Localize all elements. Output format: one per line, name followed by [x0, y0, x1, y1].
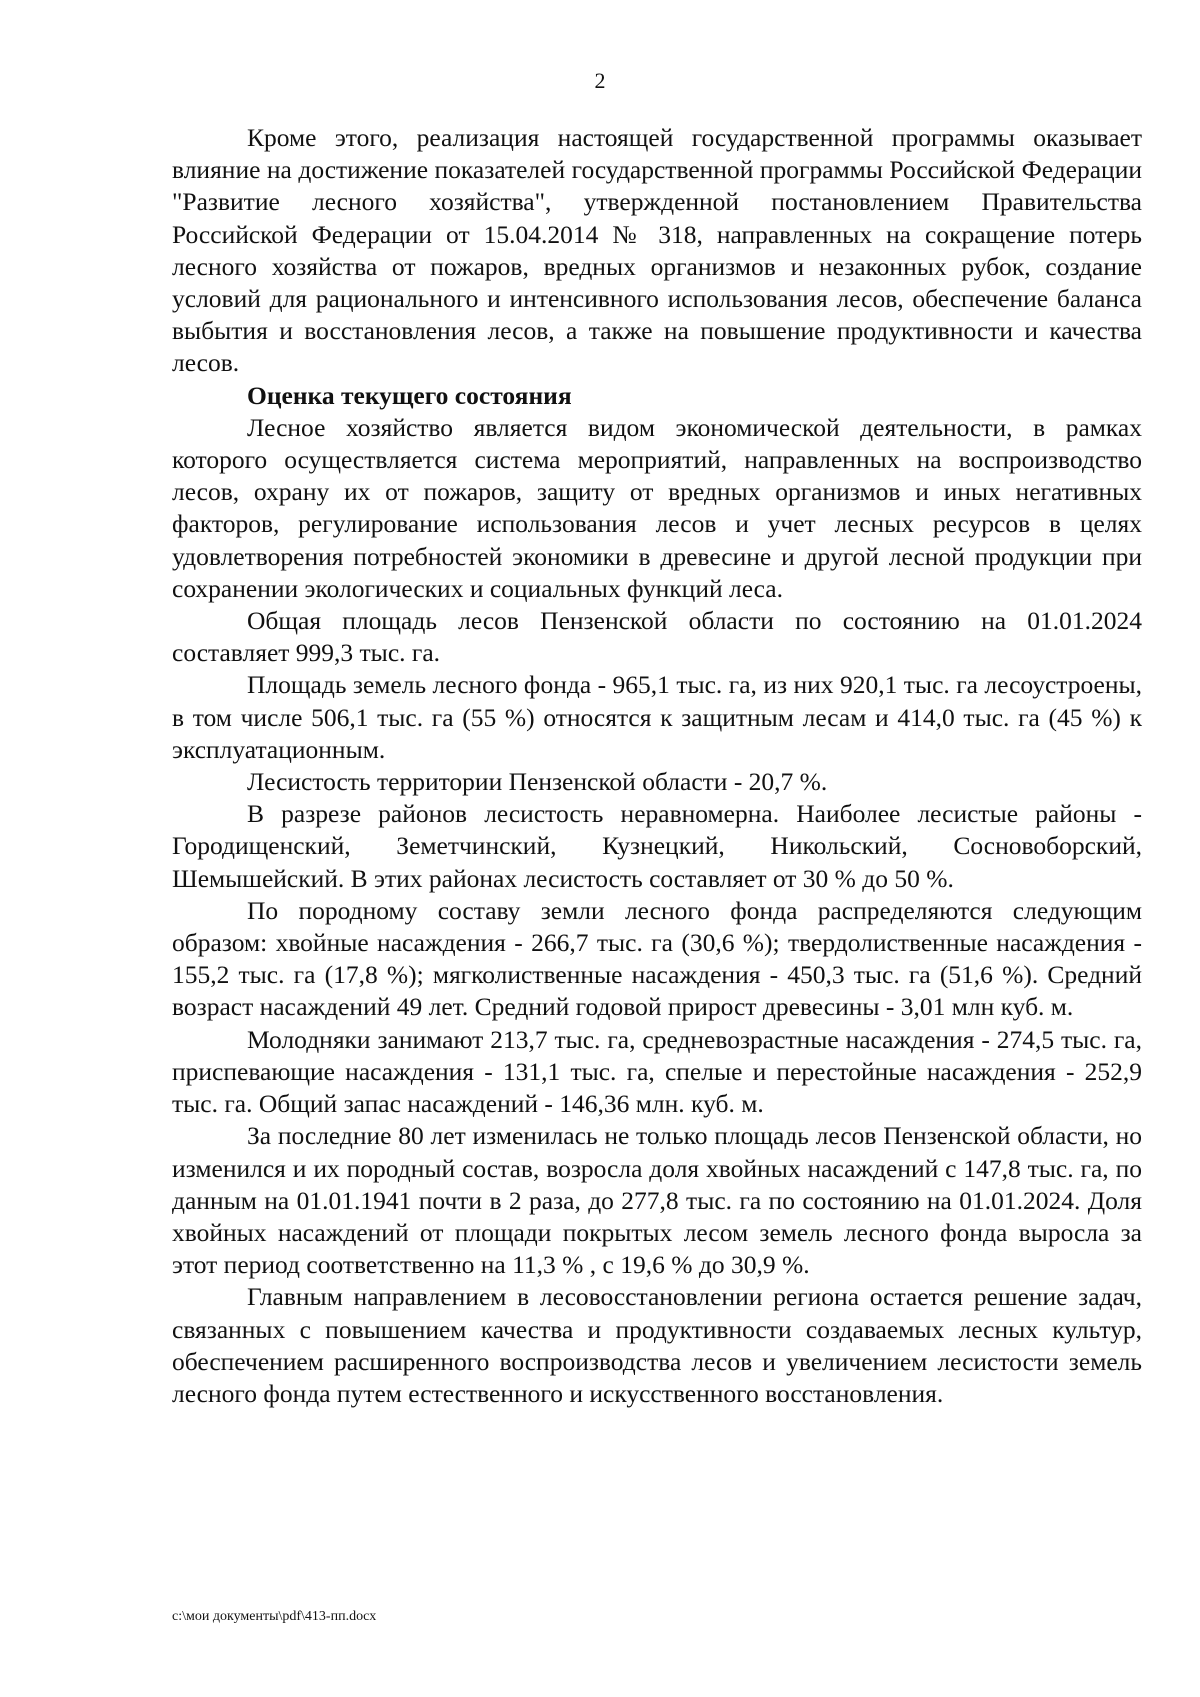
page-number: 2	[594, 68, 606, 93]
paragraph-reforestation: Главным направлением в лесовосстановлении региона остается решение задач, связанных с повышением качества и продуктивности создаваемых лесных культур, обеспечением расширенного воспроизводства лесов и увеличением лесистости земель лесного фонда путем естественного и искусственного восстановления.	[172, 1282, 1142, 1408]
paragraph-age-groups: Молодняки занимают 213,7 тыс. га, средневозрастные насаждения - 274,5 тыс. га, приспевающие насаждения - 131,1 тыс. га, спелые и перестойные насаждения - 252,9 тыс. га. Общий запас насаждений - 146,36 млн. куб. м.	[172, 1024, 1142, 1119]
document-body	[172, 122, 1142, 1410]
paragraph-total-area: Общая площадь лесов Пензенской области по состоянию на 01.01.2024 составляет 999,3 тыс. га.	[172, 606, 1142, 668]
paragraph-districts: В разрезе районов лесистость неравномерна. Наиболее лесистые районы - Городищенский, Земетчинский, Кузнецкий, Никольский, Сосновоборский, Шемышейский. В этих районах лесистость составляет от 30 % до 50 %.	[172, 799, 1142, 893]
paragraph-forest-cover: Лесистость территории Пензенской области - 20,7 %.	[247, 767, 828, 797]
section-heading: Оценка текущего состояния	[247, 380, 572, 410]
footer-file-path: c:\мои документы\pdf\413-пп.docx	[172, 1609, 377, 1624]
paragraph-80-years-change: За последние 80 лет изменилась не только площадь лесов Пензенской области, но изменился и их породный состав, возросла доля хвойных насаждений с 147,8 тыс. га, по данным на 01.01.1941 почти в 2 раза, до 277,8 тыс. га по состоянию на 01.01.2024. Доля хвойных насаждений от площади покрытых лесом земель лесного фонда выросла за этот период соответственно на 11,3 % , с 19,6 % до 30,9 %.	[172, 1121, 1142, 1280]
paragraph-forestry-definition: Лесное хозяйство является видом экономической деятельности, в рамках которого осуществляется система мероприятий, направленных на воспроизводство лесов, охрану их от пожаров, защиту от вредных организмов и иных негативных факторов, регулирование использования лесов и учет лесных ресурсов в целях удовлетворения потребностей экономики в древесине и другой лесной продукции при сохранении экологических и социальных функций леса.	[172, 412, 1142, 603]
paragraph-forest-fund-area: Площадь земель лесного фонда - 965,1 тыс. га, из них 920,1 тыс. га лесоустроены, в том числе 506,1 тыс. га (55 %) относятся к защитным лесам и 414,0 тыс. га (45 %) к эксплуатационным.	[172, 670, 1142, 764]
intro-paragraph: Кроме этого, реализация настоящей государственной программы оказывает влияние на достижение показателей государственной программы Российской Федерации "Развитие лесного хозяйства", утвержденной постановлением Правительства Российской Федерации от 15.04.2014 № 318, направленных на сокращение потерь лесного хозяйства от пожаров, вредных организмов и незаконных рубок, создание условий для рационального и интенсивного использования лесов, обеспечение баланса выбытия и восстановления лесов, а также на повышение продуктивности и качества лесов.	[172, 123, 1142, 378]
paragraph-species-composition: По породному составу земли лесного фонда распределяются следующим образом: хвойные насаждения - 266,7 тыс. га (30,6 %); твердолиственные насаждения - 155,2 тыс. га (17,8 %); мягколиственные насаждения - 450,3 тыс. га (51,6 %). Средний возраст насаждений 49 лет. Средний годовой прирост древесины - 3,01 млн куб. м.	[172, 895, 1142, 1022]
